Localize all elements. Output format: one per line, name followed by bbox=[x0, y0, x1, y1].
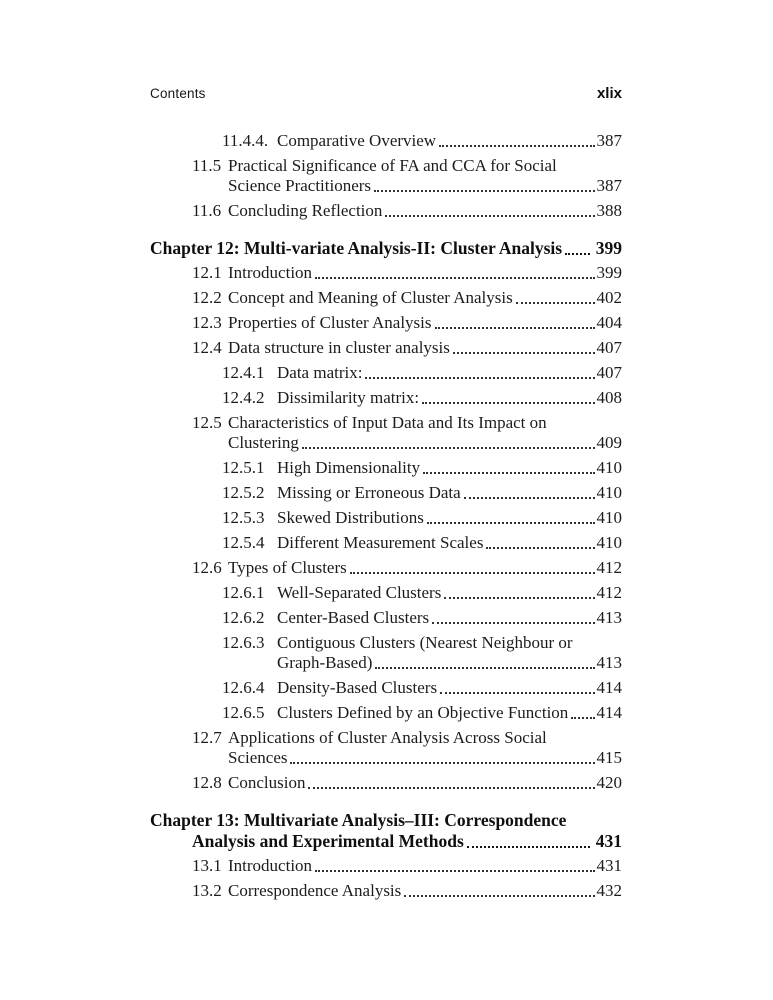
page-number: 399 bbox=[595, 238, 622, 258]
page-number: 399 bbox=[596, 263, 622, 282]
entry-last-line bbox=[277, 678, 622, 698]
page-number: 404 bbox=[596, 313, 622, 332]
entry-text-line1: Chapter 13: Multivariate Analysis–III: Correspondence bbox=[150, 810, 567, 830]
toc-entry bbox=[150, 856, 622, 876]
page-number: 420 bbox=[596, 773, 622, 792]
entry-number: 12.4 bbox=[192, 338, 222, 357]
toc-entry bbox=[150, 483, 622, 503]
running-header bbox=[150, 85, 622, 102]
page-folio: xlix bbox=[596, 85, 622, 102]
page-number: 414 bbox=[596, 703, 622, 722]
entry-number: 12.6.2 bbox=[222, 608, 265, 627]
toc-list bbox=[150, 131, 622, 906]
entry-number: 12.4.2 bbox=[222, 388, 265, 407]
dot-leader bbox=[435, 327, 595, 329]
toc-entry bbox=[150, 388, 622, 408]
entry-number: 12.6.3 bbox=[222, 633, 265, 652]
toc-entry bbox=[150, 313, 622, 333]
toc-entry bbox=[150, 558, 622, 578]
entry-text: Center-Based Clusters bbox=[277, 608, 430, 627]
entry-number: 13.1 bbox=[192, 856, 222, 875]
entry-number: 12.7 bbox=[192, 728, 222, 747]
page-number: 412 bbox=[596, 583, 622, 602]
toc-entry bbox=[150, 533, 622, 553]
dot-leader bbox=[440, 692, 594, 694]
entry-text: Different Measurement Scales bbox=[277, 533, 484, 552]
toc-entry bbox=[150, 703, 622, 723]
entry-last-line bbox=[228, 313, 622, 333]
entry-number: 12.1 bbox=[192, 263, 222, 282]
dot-leader bbox=[404, 895, 594, 897]
dot-leader bbox=[315, 870, 594, 872]
entry-number: 12.3 bbox=[192, 313, 222, 332]
entry-last-line bbox=[228, 338, 622, 358]
entry-last-line bbox=[228, 263, 622, 283]
entry-last-line bbox=[228, 748, 622, 768]
page-number: 432 bbox=[596, 881, 622, 900]
entry-text: High Dimensionality bbox=[277, 458, 421, 477]
toc-chapter-entry bbox=[150, 810, 622, 852]
entry-text-line1: Practical Significance of FA and CCA for Social bbox=[228, 156, 557, 175]
dot-leader bbox=[486, 547, 594, 549]
entry-text: Data structure in cluster analysis bbox=[228, 338, 450, 357]
entry-last-line bbox=[228, 288, 622, 308]
entry-last-line bbox=[228, 558, 622, 578]
toc-entry bbox=[150, 458, 622, 478]
toc-entry bbox=[150, 773, 622, 793]
entry-text: Missing or Erroneous Data bbox=[277, 483, 461, 502]
dot-leader bbox=[385, 215, 594, 217]
dot-leader bbox=[423, 472, 594, 474]
dot-leader bbox=[464, 497, 595, 499]
dot-leader bbox=[432, 622, 594, 624]
dot-leader bbox=[315, 277, 594, 279]
dot-leader bbox=[375, 667, 594, 669]
entry-number: 11.6 bbox=[192, 201, 222, 220]
entry-text: Clusters Defined by an Objective Function bbox=[277, 703, 569, 722]
entry-text: Density-Based Clusters bbox=[277, 678, 438, 697]
entry-last-line bbox=[277, 703, 622, 723]
entry-number: 12.5 bbox=[192, 413, 222, 432]
toc-chapter-entry bbox=[150, 238, 622, 259]
toc-entry bbox=[150, 338, 622, 358]
toc-entry bbox=[150, 608, 622, 628]
dot-leader bbox=[374, 190, 594, 192]
entry-last-line bbox=[277, 458, 622, 478]
dot-leader bbox=[290, 762, 594, 764]
entry-text-line1: Characteristics of Input Data and Its Impact on bbox=[228, 413, 547, 432]
dot-leader bbox=[516, 302, 595, 304]
toc-entry bbox=[150, 413, 622, 453]
dot-leader bbox=[308, 787, 594, 789]
toc-entry bbox=[150, 583, 622, 603]
entry-last-line bbox=[150, 238, 622, 259]
entry-last-line bbox=[228, 773, 622, 793]
entry-last-line bbox=[277, 608, 622, 628]
entry-text-line1: Applications of Cluster Analysis Across Social bbox=[228, 728, 547, 747]
entry-last-line bbox=[228, 856, 622, 876]
entry-text: Introduction bbox=[228, 856, 313, 875]
entry-number: 12.5.4 bbox=[222, 533, 265, 552]
page-number: 410 bbox=[596, 458, 622, 477]
toc-entry bbox=[150, 263, 622, 283]
page-number: 387 bbox=[596, 131, 622, 150]
entry-text: Sciences bbox=[228, 748, 288, 767]
dot-leader bbox=[571, 717, 594, 719]
entry-last-line bbox=[228, 176, 622, 196]
dot-leader bbox=[427, 522, 595, 524]
entry-text: Skewed Distributions bbox=[277, 508, 424, 527]
page-number: 407 bbox=[596, 363, 622, 382]
entry-text: Graph-Based) bbox=[277, 653, 373, 672]
page-number: 415 bbox=[596, 748, 622, 767]
entry-text: Comparative Overview bbox=[277, 131, 437, 150]
entry-text: Analysis and Experimental Methods bbox=[192, 831, 464, 851]
dot-leader bbox=[302, 447, 595, 449]
entry-last-line bbox=[228, 881, 622, 901]
entry-text: Properties of Cluster Analysis bbox=[228, 313, 432, 332]
entry-text: Concluding Reflection bbox=[228, 201, 383, 220]
entry-last-line bbox=[277, 533, 622, 553]
entry-number: 12.5.3 bbox=[222, 508, 265, 527]
entry-number: 12.6.1 bbox=[222, 583, 265, 602]
dot-leader bbox=[350, 572, 595, 574]
page-number: 402 bbox=[596, 288, 622, 307]
entry-text: Chapter 12: Multi-variate Analysis-II: Cluster Analysis bbox=[150, 238, 563, 258]
entry-last-line bbox=[150, 831, 622, 852]
entry-last-line bbox=[277, 653, 622, 673]
page-number: 410 bbox=[596, 508, 622, 527]
entry-text: Introduction bbox=[228, 263, 313, 282]
dot-leader bbox=[422, 402, 594, 404]
page-number: 431 bbox=[595, 831, 622, 851]
entry-text: Well-Separated Clusters bbox=[277, 583, 442, 602]
dot-leader bbox=[444, 597, 594, 599]
dot-leader bbox=[439, 145, 594, 147]
entry-last-line bbox=[277, 388, 622, 408]
page-number: 414 bbox=[596, 678, 622, 697]
entry-last-line bbox=[277, 583, 622, 603]
entry-number: 12.5.2 bbox=[222, 483, 265, 502]
page-number: 410 bbox=[596, 483, 622, 502]
dot-leader bbox=[453, 352, 595, 354]
entry-number: 12.4.1 bbox=[222, 363, 265, 382]
entry-last-line bbox=[277, 508, 622, 528]
entry-number: 12.6.4 bbox=[222, 678, 265, 697]
page-number: 408 bbox=[596, 388, 622, 407]
entry-number: 12.5.1 bbox=[222, 458, 265, 477]
page-number: 413 bbox=[596, 653, 622, 672]
toc-entry bbox=[150, 201, 622, 221]
toc-entry bbox=[150, 881, 622, 901]
dot-leader bbox=[365, 377, 594, 379]
entry-text: Correspondence Analysis bbox=[228, 881, 402, 900]
toc-entry bbox=[150, 131, 622, 151]
entry-last-line bbox=[277, 131, 622, 151]
entry-last-line bbox=[277, 483, 622, 503]
entry-number: 11.5 bbox=[192, 156, 222, 175]
page-number: 431 bbox=[596, 856, 622, 875]
entry-number: 12.6.5 bbox=[222, 703, 265, 722]
toc-entry bbox=[150, 288, 622, 308]
page-number: 413 bbox=[596, 608, 622, 627]
toc-entry bbox=[150, 728, 622, 768]
entry-text: Science Practitioners bbox=[228, 176, 372, 195]
page-number: 388 bbox=[596, 201, 622, 220]
entry-text: Types of Clusters bbox=[228, 558, 347, 577]
toc-entry bbox=[150, 633, 622, 673]
entry-number: 12.8 bbox=[192, 773, 222, 792]
page-number: 412 bbox=[596, 558, 622, 577]
entry-last-line bbox=[228, 201, 622, 221]
toc-entry bbox=[150, 508, 622, 528]
toc-entry bbox=[150, 156, 622, 196]
page-number: 407 bbox=[596, 338, 622, 357]
page-number: 387 bbox=[596, 176, 622, 195]
entry-number: 13.2 bbox=[192, 881, 222, 900]
entry-text: Clustering bbox=[228, 433, 299, 452]
dot-leader bbox=[467, 846, 590, 848]
entry-number: 12.2 bbox=[192, 288, 222, 307]
entry-last-line bbox=[228, 433, 622, 453]
entry-text: Conclusion bbox=[228, 773, 306, 792]
entry-number: 11.4.4. bbox=[222, 131, 269, 150]
toc-entry bbox=[150, 678, 622, 698]
entry-text: Data matrix: bbox=[277, 363, 363, 382]
dot-leader bbox=[565, 253, 590, 255]
entry-text: Dissimilarity matrix: bbox=[277, 388, 420, 407]
toc-entry bbox=[150, 363, 622, 383]
entry-number: 12.6 bbox=[192, 558, 222, 577]
running-header-title: Contents bbox=[150, 86, 206, 101]
entry-text-line1: Contiguous Clusters (Nearest Neighbour or bbox=[277, 633, 573, 652]
page-number: 410 bbox=[596, 533, 622, 552]
entry-last-line bbox=[277, 363, 622, 383]
page-number: 409 bbox=[596, 433, 622, 452]
entry-text: Concept and Meaning of Cluster Analysis bbox=[228, 288, 513, 307]
